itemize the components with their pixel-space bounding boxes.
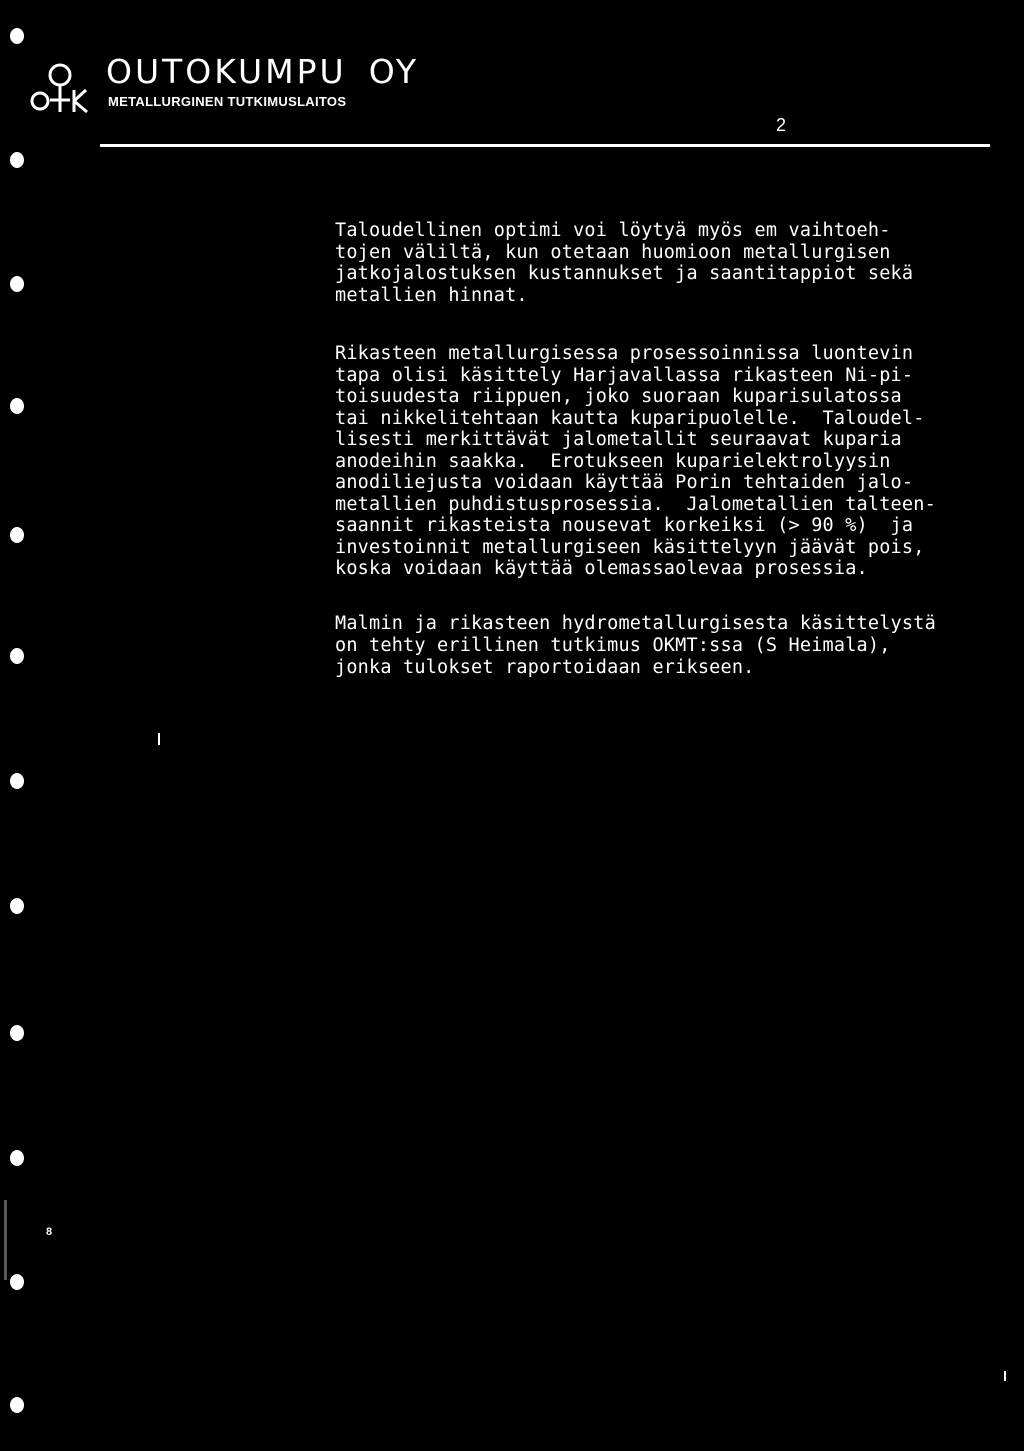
scan-speck: [158, 733, 160, 745]
company-name-main: OUTOKUMPU: [106, 52, 347, 91]
company-suffix: OY: [368, 52, 420, 91]
paragraph-hydrometallurgy: Malmin ja rikasteen hydrometallurgisesta käsittelystä on tehty erillinen tutkimus OKMT:ssa (S Heimala), jonka tulokset raportoidaan erikseen.: [335, 613, 936, 678]
scan-speck: [4, 1200, 7, 1280]
punch-hole-icon: [10, 276, 24, 292]
margin-mark: 8: [46, 1226, 53, 1238]
paragraph-economic-optimum: Taloudellinen optimi voi löytyä myös em vaihtoeh- tojen väliltä, kun otetaan huomioon metallurgisen jatkojalostuksen kustannukset ja saantitappiot sekä metallien hinnat.: [335, 220, 914, 306]
punch-hole-icon: [10, 1150, 24, 1166]
scan-speck: [1004, 1371, 1006, 1381]
punch-hole-icon: [10, 28, 24, 44]
punch-hole-icon: [10, 152, 24, 168]
punch-hole-icon: [10, 648, 24, 664]
punch-hole-icon: [10, 773, 24, 789]
punch-hole-icon: [10, 898, 24, 914]
outokumpu-logo-icon: [30, 62, 90, 118]
punch-hole-icon: [10, 527, 24, 543]
punch-hole-icon: [10, 1397, 24, 1413]
header-rule: [100, 144, 990, 147]
punch-hole-icon: [10, 1274, 24, 1290]
punch-hole-icon: [10, 1025, 24, 1041]
paragraph-metallurgical-processing: Rikasteen metallurgisessa prosessoinnissa luontevin tapa olisi käsittely Harjavallassa rikasteen Ni-pi- toisuudesta riippuen, joko suoraan kuparisulatossa tai nikkelitehtaan kautta kuparipuolelle. Taloudel- lisesti merkittävät jalometallit seuraavat kuparia anodeihin saakka. Erotukseen kuparielektrolyysin anodiliejusta voidaan käyttää Porin tehtaiden jalo- metallien puhdistusprosessia. Jalometallien talteen- saannit rikasteista nousevat korkeiksi (> 90 %) ja investoinnit metallurgiseen käsittelyyn jäävät pois, koska voidaan käyttää olemassaolevaa prosessia.: [335, 343, 936, 579]
department-name: METALLURGINEN TUTKIMUSLAITOS: [108, 94, 347, 109]
company-name: [106, 52, 419, 91]
page-number: 2: [776, 115, 787, 135]
punch-hole-icon: [10, 398, 24, 414]
